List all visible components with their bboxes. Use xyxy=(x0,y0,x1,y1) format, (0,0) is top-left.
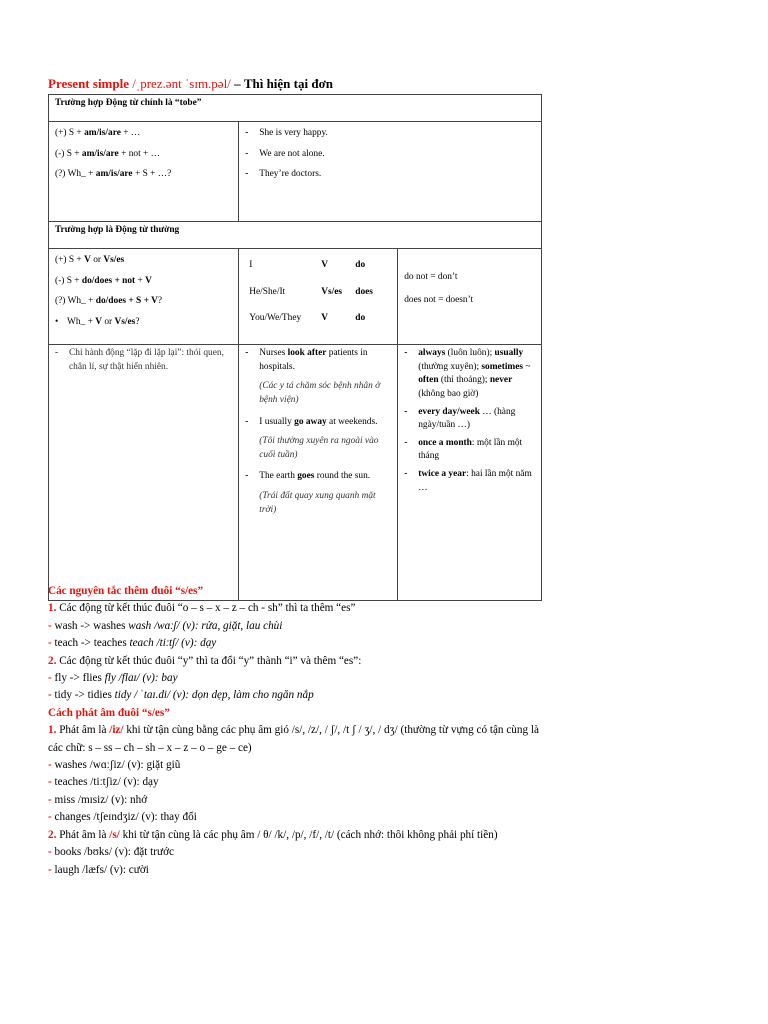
signal-words xyxy=(398,345,542,601)
usage-example: - The earth goes round the sun. xyxy=(245,471,371,482)
usage-translation: (Các y tá chăm sóc bệnh nhân ở bệnh viện) xyxy=(259,381,381,405)
title-vietnamese: Thì hiện tại đơn xyxy=(243,76,334,91)
contraction-does: does not = doesn’t xyxy=(404,294,474,305)
signal-frequency: - always (luôn luôn); usually (thường xuyên); sometimes ~ often (thỉ thoảng); never (không bao giờ) xyxy=(404,348,531,399)
regular-form-question: (?) Wh_ + do/does + S + V? xyxy=(55,296,163,307)
conj-aux: does xyxy=(355,286,373,297)
tobe-header: Trường hợp Động từ chính là “tobe” xyxy=(49,95,542,122)
pronunciation-rule-2: 2. Phát âm là /s/ khi từ tận cùng là các phụ âm / θ/ /k/, /p/, /f/, /t/ (cách nhớ: thôi không phải phí tiền) xyxy=(48,828,498,841)
regular-form-positive: (+) S + V or Vs/es xyxy=(55,255,125,265)
conj-verb: Vs/es xyxy=(321,286,343,297)
tobe-form-positive: (+) S + am/is/are + … xyxy=(55,128,141,138)
usage-example: - I usually go away at weekends. xyxy=(245,416,378,427)
rule-2-example: - fly -> flies fly /flaɪ/ (v): bay xyxy=(48,672,178,685)
regular-form-wh-subject: • Wh_ + V or Vs/es? xyxy=(55,316,140,327)
usage-description: - Chỉ hành động “lặp đi lặp lại”: thói quen, chân lí, sự thật hiển nhiên. xyxy=(49,345,239,601)
regular-header: Trường hợp là Động từ thường xyxy=(49,222,542,249)
pronunciation-example: - washes /wɑːʃiz/ (v): giặt giũ xyxy=(48,759,181,772)
usage-translation: (Trái đất quay xung quanh mặt trời) xyxy=(259,491,376,515)
page-title xyxy=(48,76,333,92)
usage-examples xyxy=(239,345,398,601)
rule-1: 1. Các động từ kết thúc đuôi “o – s – x – z – ch - sh” thì ta thêm “es” xyxy=(48,602,356,615)
conjugation-grid xyxy=(239,249,398,345)
pronunciation-example: - books /bʊks/ (v): đặt trước xyxy=(48,846,174,859)
conj-verb: V xyxy=(321,260,329,270)
usage-translation: (Tôi thường xuyên ra ngoài vào cuối tuần) xyxy=(259,436,379,460)
pronunciation-rule-1: 1. Phát âm là /iz/ khi từ tận cùng bằng các phụ âm gió /s/, /z/, / ʃ/, /t ʃ / ʒ/, / dʒ/ (thường từ vựng có tận cùng là các chữ: s – ss – ch – sh – x – z – o – ge – ce) xyxy=(48,724,539,754)
conj-verb: V xyxy=(321,313,329,324)
conj-aux: do xyxy=(355,260,366,270)
rules-section xyxy=(48,583,548,879)
tobe-example: - We are not alone. xyxy=(245,148,325,159)
tobe-examples xyxy=(239,122,542,222)
signal-twice: - twice a year: hai lần một năm … xyxy=(404,469,532,493)
signal-once: - once a month: một lần một tháng xyxy=(404,437,523,462)
conj-subject: I xyxy=(249,260,253,270)
pronunciation-example: - changes /tʃeɪndʒiz/ (v): thay đổi xyxy=(48,811,197,824)
conj-subject: He/She/It xyxy=(249,286,286,297)
rule-1-example: - wash -> washes wash /wɑːʃ/ (v): rửa, giặt, lau chùi xyxy=(48,619,283,632)
rule-2: 2. Các động từ kết thúc đuôi “y” thì ta đổi “y” thành “i” và thêm “es”: xyxy=(48,654,362,667)
tobe-form-question: (?) Wh_ + am/is/are + S + …? xyxy=(55,169,172,180)
usage-example: - Nurses look after patients in hospitals. xyxy=(245,348,368,372)
regular-forms xyxy=(49,249,239,345)
contraction-do: do not = don’t xyxy=(404,272,458,282)
grammar-table xyxy=(48,94,542,601)
title-ipa: /ˌprez.ənt ˈsɪm.pəl/ xyxy=(132,76,231,91)
title-term: Present simple xyxy=(48,76,129,91)
rule-2-example: - tidy -> tidies tidy / ˈtaɪ.di/ (v): dọn dẹp, làm cho ngăn nắp xyxy=(48,689,314,702)
contractions xyxy=(398,249,542,345)
pronunciation-example: - miss /mɪsiz/ (v): nhớ xyxy=(48,793,148,806)
regular-form-negative: (-) S + do/does + not + V xyxy=(55,275,152,286)
tobe-example: - They’re doctors. xyxy=(245,169,322,180)
signal-every: - every day/week … (hàng ngày/tuần …) xyxy=(404,406,516,431)
tobe-form-negative: (-) S + am/is/are + not + … xyxy=(55,148,161,159)
title-dash: – xyxy=(234,76,241,91)
pronunciation-example: - laugh /læfs/ (v): cười xyxy=(48,863,149,876)
conj-subject: You/We/They xyxy=(249,313,302,324)
tobe-forms xyxy=(49,122,239,222)
conj-aux: do xyxy=(355,313,366,324)
rule-1-example: - teach -> teaches teach /tiːtʃ/ (v): dạy xyxy=(48,637,217,650)
rules-heading: Các nguyên tắc thêm đuôi “s/es” xyxy=(48,585,204,597)
pronunciation-example: - teaches /tiːtʃiz/ (v): dạy xyxy=(48,776,159,789)
pronunciation-heading: Cách phát âm đuôi “s/es” xyxy=(48,706,170,719)
tobe-example: - She is very happy. xyxy=(245,128,328,138)
